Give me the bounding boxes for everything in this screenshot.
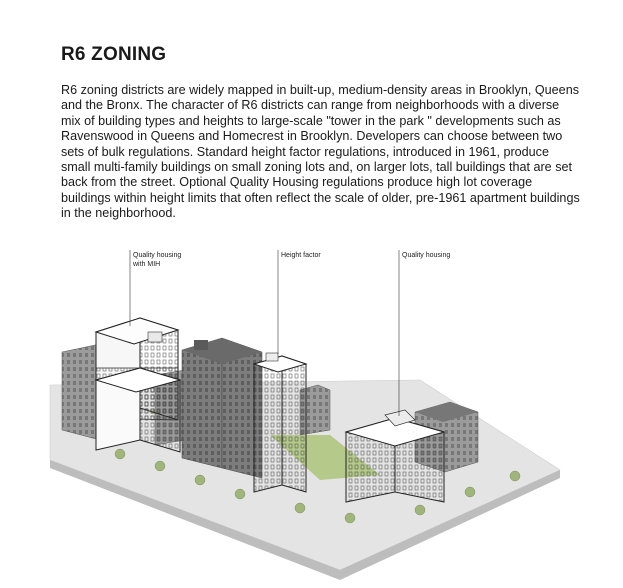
building-quality-housing-mih — [96, 318, 180, 452]
building-height-factor — [254, 353, 306, 492]
zoning-illustration — [0, 240, 623, 588]
callout-label-quality-housing: Quality housing — [402, 252, 451, 259]
callout-label-quality-mih-2: with MIH — [133, 261, 161, 268]
callout-label-height-factor: Height factor — [281, 252, 321, 259]
callout-height-factor — [278, 250, 321, 354]
callout-label-quality-mih-1: Quality housing — [133, 252, 182, 259]
callout-quality-housing-mih — [130, 250, 181, 326]
page-title: R6 ZONING — [61, 44, 167, 65]
description-paragraph: R6 zoning districts are widely mapped in built-up, medium-density areas in Brooklyn, Queens and the Bronx. The character of R6 districts can range from neighborhoods with a diverse mix of building types and heights to large-scale "tower in the park " developments such as Ravenswood in Queens and Homecrest in Brooklyn. Developers can choose between two sets of bulk regulations. Standard height factor regulations, introduced in 1961, produce small multi-family buildings on small zoning lots and, on larger lots, tall buildings that are set back from the street. Optional Quality Housing regulations produce high lot coverage buildings within height limits that often reflect the scale of older, pre-1961 apartment buildings in the neighborhood. — [61, 83, 580, 221]
